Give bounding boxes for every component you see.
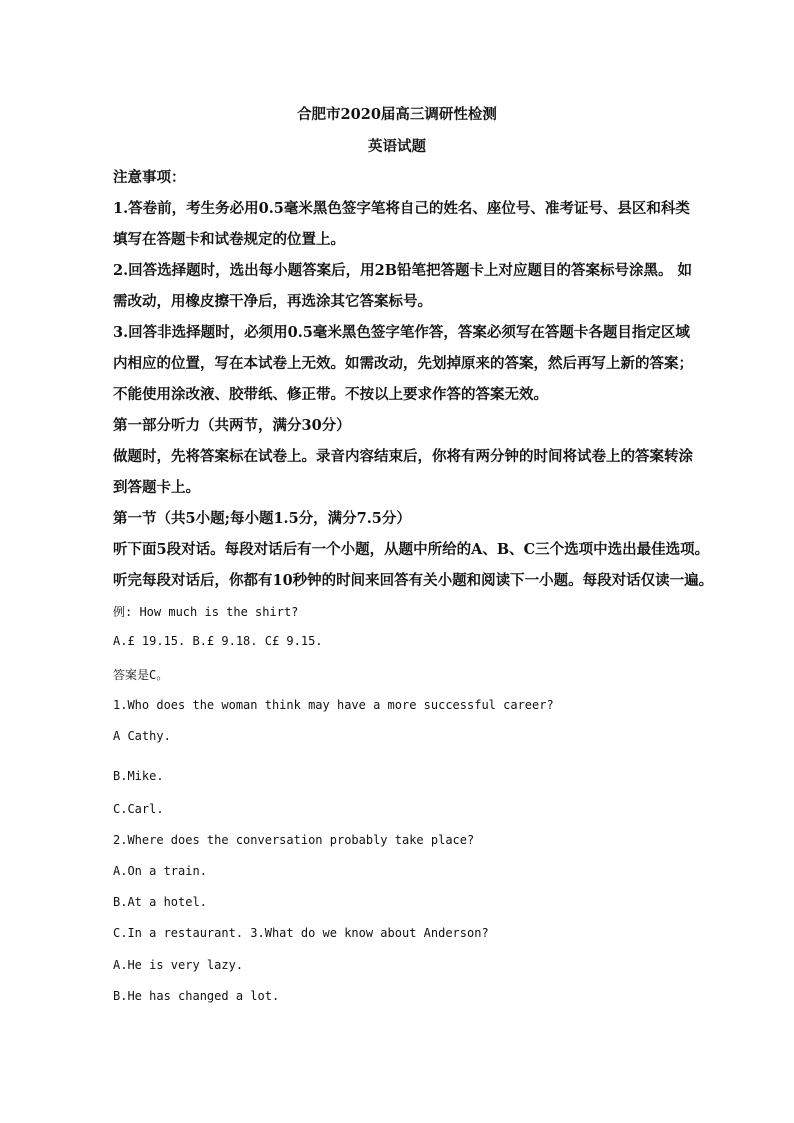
question-1-option-b: B.Mike.: [113, 769, 164, 783]
note-2-line-1: 2.回答选择题时，选出每小题答案后，用2B铅笔把答题卡上对应题目的答案标号涂黑。 如: [113, 262, 693, 279]
section1-line-1: 听下面5段对话。每段对话后有一个小题，从题中所给的A、B、C三个选项中选出最佳选项。: [113, 541, 710, 558]
note-3-line-2: 内相应的位置，写在本试卷上无效。如需改动，先划掉原来的答案，然后再写上新的答案；: [113, 355, 693, 372]
question-3-option-b: B.He has changed a lot.: [113, 989, 280, 1003]
question-2-option-a: A.On a train.: [113, 864, 207, 878]
question-2-option-c-and-question-3: C.In a restaurant. 3.What do we know about Anderson?: [113, 926, 489, 940]
section1-heading: 第一节（共5小题;每小题1.5分，满分7.5分）: [113, 510, 411, 527]
question-1-option-a: A Cathy.: [113, 729, 171, 743]
question-3-option-a: A.He is very lazy.: [113, 958, 244, 972]
example-answer: 答案是C。: [113, 668, 169, 682]
question-1-option-c: C.Carl.: [113, 802, 164, 816]
note-1-line-2: 填写在答题卡和试卷规定的位置上。: [113, 231, 345, 248]
question-2-option-b: B.At a hotel.: [113, 895, 207, 909]
note-3-line-3: 不能使用涂改液、胶带纸、修正带。不按以上要求作答的答案无效。: [113, 386, 548, 403]
example-options: A.£ 19.15. B.£ 9.18. C£ 9.15.: [113, 634, 323, 648]
note-3-line-1: 3.回答非选择题时，必须用0.5毫米黑色签字笔作答，答案必须写在答题卡各题目指定区域: [113, 324, 690, 341]
question-2: 2.Where does the conversation probably take place?: [113, 833, 475, 847]
example-question: 例: How much is the shirt?: [113, 605, 299, 619]
exam-subtitle: 英语试题: [368, 138, 426, 155]
note-2-line-2: 需改动，用橡皮擦干净后，再选涂其它答案标号。: [113, 293, 432, 310]
question-1: 1.Who does the woman think may have a more successful career?: [113, 698, 554, 712]
note-1-line-1: 1.答卷前，考生务必用0.5毫米黑色签字笔将自己的姓名、座位号、准考证号、县区和科类: [113, 200, 690, 217]
part1-intro-line-1: 做题时，先将答案标在试卷上。录音内容结束后，你将有两分钟的时间将试卷上的答案转涂: [113, 448, 693, 465]
notes-heading: 注意事项：: [113, 169, 186, 186]
part1-heading: 第一部分听力（共两节，满分30分）: [113, 417, 351, 434]
exam-title: 合肥市2020届高三调研性检测: [297, 106, 497, 123]
part1-intro-line-2: 到答题卡上。: [113, 479, 200, 496]
section1-line-2: 听完每段对话后，你都有10秒钟的时间来回答有关小题和阅读下一小题。每段对话仅读一遍。: [113, 572, 714, 589]
